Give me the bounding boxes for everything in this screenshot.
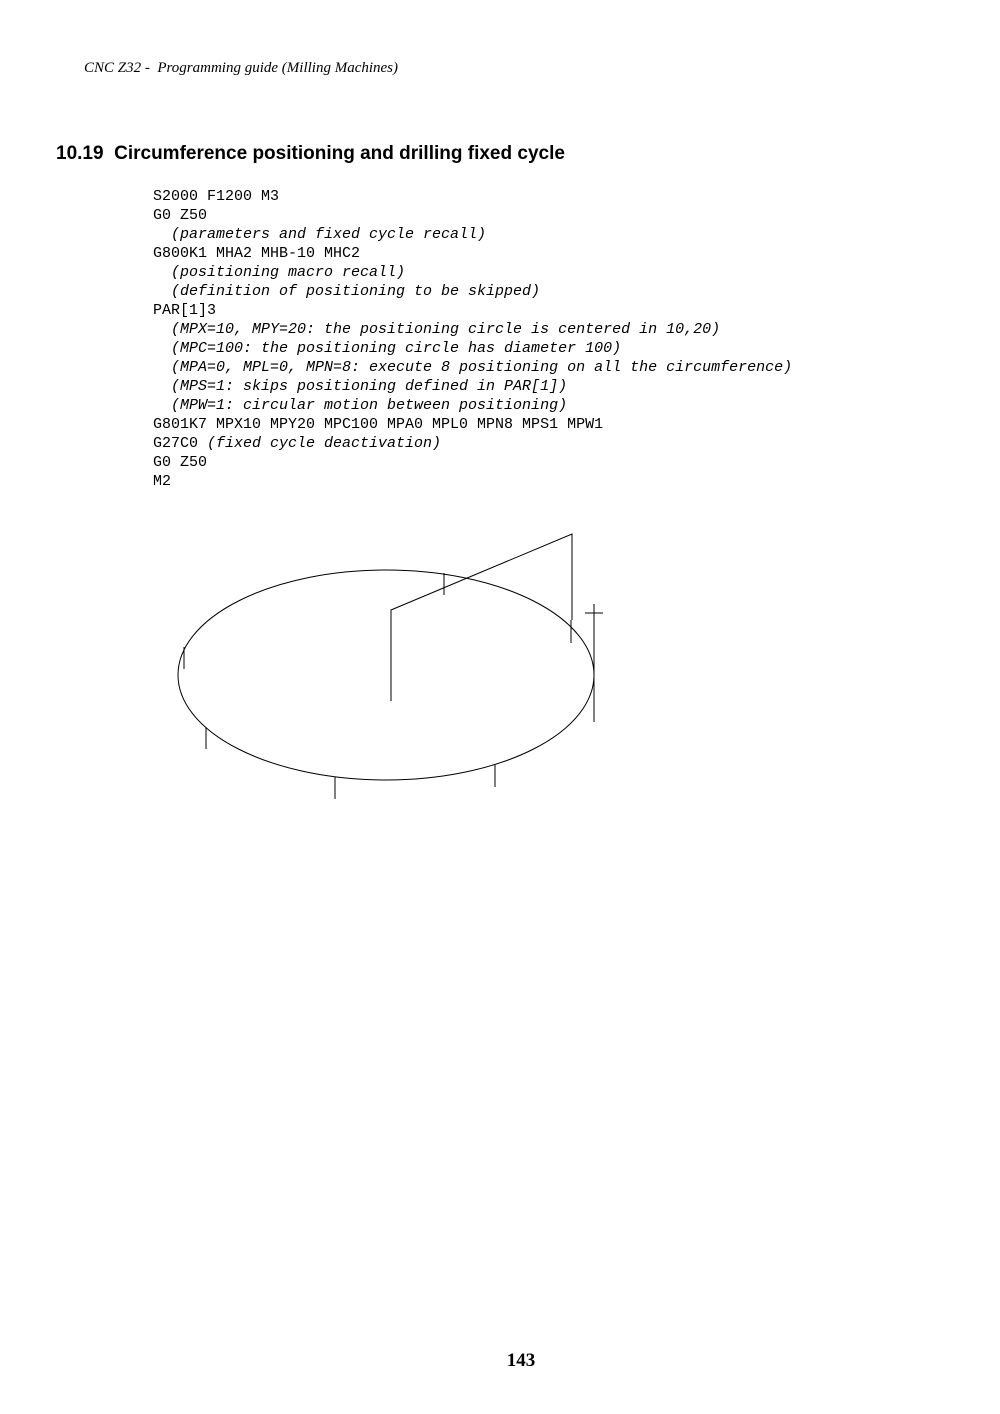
code-comment: (MPS=1: skips positioning defined in PAR[1]) [153, 378, 568, 395]
code-text: M2 [153, 473, 172, 490]
code-comment: (parameters and fixed cycle recall) [153, 226, 487, 243]
code-comment: (definition of positioning to be skipped) [153, 283, 541, 300]
code-comment: (MPX=10, MPY=20: the positioning circle is centered in 10,20) [153, 321, 721, 338]
code-text: G800K1 MHA2 MHB-10 MHC2 [153, 245, 361, 262]
code-text: G801K7 MPX10 MPY20 MPC100 MPA0 MPL0 MPN8 MPS1 MPW1 [153, 416, 604, 433]
positioning-circle [178, 570, 594, 780]
page-number: 143 [506, 1350, 536, 1371]
running-header: CNC Z32 - Programming guide (Milling Machines) [84, 60, 399, 76]
code-comment: (MPW=1: circular motion between positioning) [153, 397, 568, 414]
code-text: G0 Z50 [153, 454, 208, 471]
code-comment: (positioning macro recall) [153, 264, 406, 281]
code-comment: (fixed cycle deactivation) [207, 435, 442, 452]
code-text: PAR[1]3 [153, 302, 217, 319]
code-comment: (MPC=100: the positioning circle has diameter 100) [153, 340, 622, 357]
code-comment: (MPA=0, MPL=0, MPN=8: execute 8 positioning on all the circumference) [153, 359, 793, 376]
code-text: G0 Z50 [153, 207, 208, 224]
code-text: G27C0 [153, 435, 208, 452]
rapid-approach-path [391, 534, 572, 701]
section-title: 10.19 Circumference positioning and drilling fixed cycle [56, 143, 565, 164]
code-text: S2000 F1200 M3 [153, 188, 280, 205]
